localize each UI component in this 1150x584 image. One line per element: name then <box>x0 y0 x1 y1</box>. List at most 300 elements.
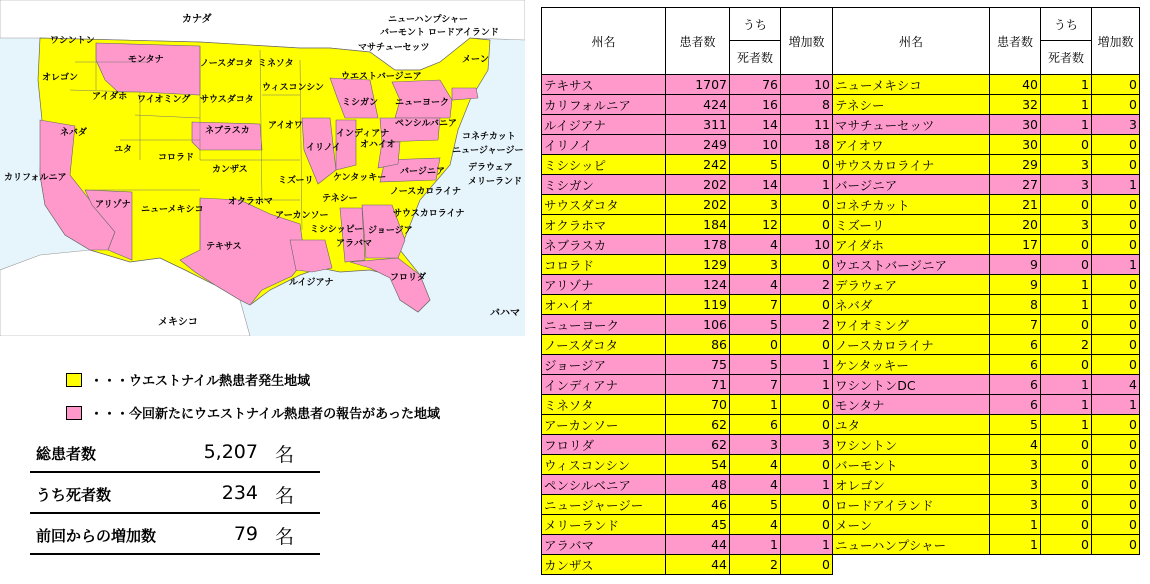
cell-patients: 1 <box>990 535 1041 555</box>
map-state-label: メーン <box>462 55 489 65</box>
cell-patients: 17 <box>990 235 1041 255</box>
table-row <box>542 355 1140 375</box>
cell-patients: 30 <box>990 135 1041 155</box>
map-state-label: アーカンソー <box>275 211 329 221</box>
cell-deaths: 76 <box>730 75 781 95</box>
cell-deaths: 5 <box>730 495 781 515</box>
cell-patients: 119 <box>666 295 730 315</box>
map-state-label: ニューハンプシャー <box>388 15 469 25</box>
legend-occurrence-text: ・・・ウエストナイル熱患者発生地域 <box>90 374 311 389</box>
map-state-label: インディアナ <box>336 129 390 139</box>
cell-state: ワシントン <box>833 435 990 455</box>
cell-state: ミズーリ <box>833 215 990 235</box>
cell-increase: 0 <box>781 255 833 275</box>
map-state-label: テキサス <box>206 242 242 252</box>
map-state-label: ネブラスカ <box>205 126 250 136</box>
cell-deaths: 12 <box>730 215 781 235</box>
cell-state: ケンタッキー <box>833 355 990 375</box>
map-state-label: アラバマ <box>336 239 373 249</box>
cell-state: アイダホ <box>833 235 990 255</box>
summary-label: 前回からの増加数 <box>36 527 157 545</box>
col-header-of-which: うち <box>730 8 781 41</box>
cell-deaths: 0 <box>1041 255 1092 275</box>
cell-increase: 0 <box>1092 355 1140 375</box>
cell-increase: 0 <box>1092 235 1140 255</box>
table-row <box>542 235 1140 255</box>
cell-patients: 86 <box>666 335 730 355</box>
cell-deaths: 4 <box>730 235 781 255</box>
map-state-label: ユタ <box>114 145 133 155</box>
cell-patients: 71 <box>666 375 730 395</box>
cell-increase: 1 <box>781 535 833 555</box>
cell-state: バーモント <box>833 455 990 475</box>
map-state-label: ミシシッピー <box>310 225 364 235</box>
cell-increase: 0 <box>1092 95 1140 115</box>
cell-increase: 0 <box>1092 455 1140 475</box>
cell-deaths: 3 <box>730 435 781 455</box>
state-shape-massachusetts <box>452 88 478 100</box>
cell-empty <box>990 555 1041 575</box>
cell-increase: 0 <box>1092 275 1140 295</box>
cell-increase: 0 <box>1092 415 1140 435</box>
state-case-table-wrap <box>541 7 1140 575</box>
cell-state: ペンシルベニア <box>542 475 666 495</box>
cell-deaths: 4 <box>730 515 781 535</box>
cell-increase: 0 <box>781 395 833 415</box>
table-row <box>542 555 1140 575</box>
cell-increase: 0 <box>1092 195 1140 215</box>
state-case-table <box>541 7 1140 575</box>
map-canvas <box>0 0 525 336</box>
cell-patients: 5 <box>990 415 1041 435</box>
cell-deaths: 0 <box>1041 455 1092 475</box>
cell-patients: 70 <box>666 395 730 415</box>
cell-state: ノースカロライナ <box>833 335 990 355</box>
cell-state: カンザス <box>542 555 666 575</box>
map-state-label: コネチカット <box>462 132 516 142</box>
cell-patients: 242 <box>666 155 730 175</box>
map-state-label: ニューヨーク <box>395 98 450 108</box>
map-state-label: ネバダ <box>60 128 87 138</box>
cell-increase: 0 <box>781 415 833 435</box>
cell-patients: 6 <box>990 395 1041 415</box>
table-row <box>542 455 1140 475</box>
map-state-label: イリノイ <box>306 143 341 153</box>
map-state-label: サウスカロライナ <box>393 209 465 219</box>
cell-deaths: 0 <box>1041 235 1092 255</box>
cell-state: モンタナ <box>833 395 990 415</box>
cell-state: メーン <box>833 515 990 535</box>
cell-patients: 1707 <box>666 75 730 95</box>
legend <box>0 340 525 436</box>
col-header-increase: 増加数 <box>1092 8 1140 75</box>
table-row <box>542 415 1140 435</box>
cell-state: ミシガン <box>542 175 666 195</box>
cell-deaths: 6 <box>730 415 781 435</box>
cell-increase: 0 <box>781 215 833 235</box>
map-state-label: アイオワ <box>268 121 303 131</box>
col-header-deaths: 死者数 <box>1041 41 1092 75</box>
cell-patients: 7 <box>990 315 1041 335</box>
cell-patients: 129 <box>666 255 730 275</box>
map-state-label: ミズーリ <box>278 176 314 186</box>
summary-value: 5,207 <box>203 441 258 463</box>
cell-deaths: 0 <box>730 335 781 355</box>
cell-deaths: 0 <box>1041 515 1092 535</box>
cell-patients: 1 <box>990 515 1041 535</box>
cell-state: テネシー <box>833 95 990 115</box>
cell-increase: 0 <box>781 455 833 475</box>
table-body <box>542 75 1140 575</box>
cell-deaths: 10 <box>730 135 781 155</box>
map-state-label: ミシガン <box>342 98 379 108</box>
summary-unit: 名 <box>274 485 294 507</box>
cell-state: フロリダ <box>542 435 666 455</box>
cell-patients: 6 <box>990 355 1041 375</box>
cell-increase: 0 <box>1092 495 1140 515</box>
cell-increase: 0 <box>781 195 833 215</box>
cell-state: ユタ <box>833 415 990 435</box>
cell-patients: 6 <box>990 375 1041 395</box>
legend-new-report <box>66 403 440 422</box>
cell-state: ウィスコンシン <box>542 455 666 475</box>
cell-patients: 30 <box>990 115 1041 135</box>
bahamas-label: バハマ <box>490 308 520 319</box>
table-row <box>542 295 1140 315</box>
cell-patients: 184 <box>666 215 730 235</box>
canada-label: カナダ <box>182 14 212 25</box>
cell-increase: 3 <box>781 435 833 455</box>
table-row <box>542 75 1140 95</box>
state-shape-louisiana <box>290 240 332 272</box>
table-row <box>542 495 1140 515</box>
cell-deaths: 3 <box>730 195 781 215</box>
cell-state: メリーランド <box>542 515 666 535</box>
table-row <box>542 515 1140 535</box>
cell-deaths: 2 <box>730 555 781 575</box>
cell-state: ワシントンDC <box>833 375 990 395</box>
cell-state: アイオワ <box>833 135 990 155</box>
map-state-label: ノースカロライナ <box>390 187 462 197</box>
cell-state: ニュージャージー <box>542 495 666 515</box>
map-state-label: ワイオミング <box>137 95 191 105</box>
cell-state: オクラホマ <box>542 215 666 235</box>
cell-increase: 0 <box>1092 315 1140 335</box>
table-row <box>542 195 1140 215</box>
cell-patients: 202 <box>666 175 730 195</box>
cell-patients: 202 <box>666 195 730 215</box>
map-state-label: バーモント <box>380 28 426 38</box>
cell-increase: 1 <box>1092 255 1140 275</box>
col-header-patients: 患者数 <box>990 8 1041 75</box>
map-state-label: ノースダコタ <box>200 59 254 69</box>
cell-patients: 124 <box>666 275 730 295</box>
cell-state: ルイジアナ <box>542 115 666 135</box>
table-row <box>542 155 1140 175</box>
cell-state: イリノイ <box>542 135 666 155</box>
summary-value: 79 <box>233 523 258 545</box>
cell-state: サウスダコタ <box>542 195 666 215</box>
cell-state: カリフォルニア <box>542 95 666 115</box>
cell-state: マサチューセッツ <box>833 115 990 135</box>
map-state-label: ケンタッキー <box>333 173 387 183</box>
cell-increase: 2 <box>781 275 833 295</box>
cell-increase: 0 <box>781 155 833 175</box>
cell-patients: 54 <box>666 455 730 475</box>
cell-patients: 44 <box>666 535 730 555</box>
cell-state: コネチカット <box>833 195 990 215</box>
cell-state: サウスカロライナ <box>833 155 990 175</box>
cell-increase: 0 <box>781 495 833 515</box>
table-row <box>542 335 1140 355</box>
cell-state: インディアナ <box>542 375 666 395</box>
col-header-of-which: うち <box>1041 8 1092 41</box>
mexico-label: メキシコ <box>158 317 198 328</box>
cell-deaths: 0 <box>1041 355 1092 375</box>
map-state-label: サウスダコタ <box>200 95 254 105</box>
cell-state: ニューハンプシャー <box>833 535 990 555</box>
col-header-state: 州名 <box>542 8 666 75</box>
map-state-label: カリフォルニア <box>4 173 67 183</box>
cell-patients: 3 <box>990 495 1041 515</box>
cell-deaths: 1 <box>1041 95 1092 115</box>
cell-increase: 0 <box>1092 75 1140 95</box>
table-row <box>542 315 1140 335</box>
cell-state: バージニア <box>833 175 990 195</box>
col-header-deaths: 死者数 <box>730 41 781 75</box>
cell-patients: 40 <box>990 75 1041 95</box>
cell-deaths: 1 <box>1041 375 1092 395</box>
cell-patients: 27 <box>990 175 1041 195</box>
cell-deaths: 5 <box>730 315 781 335</box>
map-state-label: ルイジアナ <box>289 278 334 288</box>
cell-deaths: 7 <box>730 295 781 315</box>
cell-increase: 8 <box>781 95 833 115</box>
cell-state: ノースダコタ <box>542 335 666 355</box>
cell-state: ネバダ <box>833 295 990 315</box>
summary-total-deaths <box>30 473 320 514</box>
cell-deaths: 7 <box>730 375 781 395</box>
map-state-label: ウィスコンシン <box>262 83 325 93</box>
summary-label: うち死者数 <box>36 486 112 504</box>
cell-deaths: 0 <box>1041 535 1092 555</box>
cell-patients: 9 <box>990 275 1041 295</box>
summary-unit: 名 <box>274 526 294 548</box>
cell-patients: 20 <box>990 215 1041 235</box>
legend-occurrence <box>66 370 310 389</box>
cell-increase: 0 <box>1092 435 1140 455</box>
cell-patients: 3 <box>990 455 1041 475</box>
cell-state: ジョージア <box>542 355 666 375</box>
table-row <box>542 175 1140 195</box>
cell-increase: 1 <box>781 375 833 395</box>
cell-deaths: 1 <box>1041 395 1092 415</box>
cell-deaths: 1 <box>1041 75 1092 95</box>
cell-deaths: 0 <box>1041 195 1092 215</box>
cell-patients: 424 <box>666 95 730 115</box>
table-row <box>542 435 1140 455</box>
cell-patients: 178 <box>666 235 730 255</box>
cell-deaths: 16 <box>730 95 781 115</box>
map-state-label: メリーランド <box>468 177 523 187</box>
table-row <box>542 135 1140 155</box>
map-state-label: アイダホ <box>92 92 128 102</box>
cell-increase: 2 <box>781 315 833 335</box>
cell-state: ミネソタ <box>542 395 666 415</box>
cell-patients: 44 <box>666 555 730 575</box>
cell-deaths: 14 <box>730 175 781 195</box>
cell-increase: 3 <box>1092 115 1140 135</box>
cell-patients: 48 <box>666 475 730 495</box>
cell-increase: 1 <box>1092 175 1140 195</box>
cell-state: オレゴン <box>833 475 990 495</box>
cell-state: アラバマ <box>542 535 666 555</box>
map-state-label: モンタナ <box>128 55 164 65</box>
map-state-label: テネシー <box>322 194 358 204</box>
map-state-label: デラウェア <box>468 163 513 173</box>
cell-patients: 62 <box>666 415 730 435</box>
cell-state: テキサス <box>542 75 666 95</box>
table-row <box>542 375 1140 395</box>
cell-increase: 0 <box>1092 335 1140 355</box>
cell-patients: 46 <box>666 495 730 515</box>
cell-patients: 4 <box>990 435 1041 455</box>
cell-increase: 0 <box>1092 155 1140 175</box>
cell-state: ワイオミング <box>833 315 990 335</box>
cell-patients: 32 <box>990 95 1041 115</box>
cell-deaths: 0 <box>1041 435 1092 455</box>
table-row <box>542 535 1140 555</box>
cell-deaths: 3 <box>730 255 781 275</box>
map-state-label: ジョージア <box>368 226 413 236</box>
cell-increase: 0 <box>1092 215 1140 235</box>
cell-patients: 62 <box>666 435 730 455</box>
map-state-label: フロリダ <box>390 273 427 283</box>
cell-empty <box>1092 555 1140 575</box>
cell-increase: 0 <box>1092 475 1140 495</box>
summary-unit: 名 <box>274 444 294 466</box>
cell-deaths: 3 <box>1041 215 1092 235</box>
cell-deaths: 0 <box>1041 495 1092 515</box>
summary-label: 総患者数 <box>36 445 97 463</box>
cell-state: ミシシッピ <box>542 155 666 175</box>
cell-state: デラウェア <box>833 275 990 295</box>
cell-deaths: 1 <box>1041 275 1092 295</box>
cell-state: ネブラスカ <box>542 235 666 255</box>
cell-increase: 0 <box>781 335 833 355</box>
cell-patients: 6 <box>990 335 1041 355</box>
cell-state: ウエストバージニア <box>833 255 990 275</box>
cell-patients: 3 <box>990 475 1041 495</box>
cell-increase: 0 <box>1092 535 1140 555</box>
cell-empty <box>833 555 990 575</box>
summary-total-patients <box>30 432 320 473</box>
cell-increase: 11 <box>781 115 833 135</box>
cell-patients: 45 <box>666 515 730 535</box>
cell-patients: 311 <box>666 115 730 135</box>
cell-patients: 106 <box>666 315 730 335</box>
map-state-label: ニューメキシコ <box>141 205 204 215</box>
cell-increase: 4 <box>1092 375 1140 395</box>
cell-increase: 0 <box>1092 135 1140 155</box>
cell-patients: 21 <box>990 195 1041 215</box>
map-state-label: ワシントン <box>50 36 95 46</box>
legend-swatch-yellow <box>66 373 82 387</box>
table-row <box>542 255 1140 275</box>
cell-increase: 1 <box>1092 395 1140 415</box>
cell-patients: 249 <box>666 135 730 155</box>
cell-deaths: 14 <box>730 115 781 135</box>
cell-deaths: 3 <box>1041 155 1092 175</box>
cell-deaths: 2 <box>1041 335 1092 355</box>
us-map <box>0 0 525 336</box>
cell-increase: 1 <box>781 475 833 495</box>
cell-state: コロラド <box>542 255 666 275</box>
map-state-label: バージニア <box>400 167 445 177</box>
cell-deaths: 0 <box>1041 475 1092 495</box>
table-row <box>542 395 1140 415</box>
cell-state: アーカンソー <box>542 415 666 435</box>
cell-deaths: 4 <box>730 475 781 495</box>
cell-deaths: 5 <box>730 155 781 175</box>
cell-deaths: 1 <box>1041 415 1092 435</box>
map-state-label: ニュージャージー <box>452 146 524 156</box>
cell-deaths: 1 <box>730 395 781 415</box>
col-header-state: 州名 <box>833 8 990 75</box>
cell-increase: 0 <box>781 295 833 315</box>
cell-deaths: 4 <box>730 275 781 295</box>
cell-state: オハイオ <box>542 295 666 315</box>
table-row <box>542 475 1140 495</box>
legend-new-report-text: ・・・今回新たにウエストナイル熱患者の報告があった地域 <box>90 407 440 422</box>
cell-increase: 18 <box>781 135 833 155</box>
table-row <box>542 215 1140 235</box>
legend-swatch-pink <box>66 406 82 420</box>
cell-patients: 75 <box>666 355 730 375</box>
cell-increase: 0 <box>1092 295 1140 315</box>
table-row <box>542 95 1140 115</box>
table-row <box>542 115 1140 135</box>
cell-increase: 1 <box>781 175 833 195</box>
map-state-label: マサチューセッツ <box>358 43 430 53</box>
cell-deaths: 1 <box>730 535 781 555</box>
map-state-label: アリゾナ <box>95 200 131 210</box>
cell-patients: 8 <box>990 295 1041 315</box>
cell-increase: 10 <box>781 235 833 255</box>
table-row <box>542 275 1140 295</box>
cell-deaths: 4 <box>730 455 781 475</box>
col-header-patients: 患者数 <box>666 8 730 75</box>
map-state-label: ロードアイランド <box>428 28 499 38</box>
map-state-label: コロラド <box>158 153 195 163</box>
cell-increase: 0 <box>781 515 833 535</box>
map-state-label: オクラホマ <box>228 197 273 207</box>
map-state-label: ウエストバージニア <box>341 72 422 82</box>
cell-deaths: 0 <box>1041 135 1092 155</box>
cell-deaths: 0 <box>1041 315 1092 335</box>
map-state-label: ミネソタ <box>258 59 294 69</box>
cell-increase: 0 <box>1092 515 1140 535</box>
cell-state: ロードアイランド <box>833 495 990 515</box>
summary-value: 234 <box>221 482 258 504</box>
summary-block <box>30 432 320 555</box>
cell-state: ニューメキシコ <box>833 75 990 95</box>
cell-increase: 10 <box>781 75 833 95</box>
cell-deaths: 3 <box>1041 175 1092 195</box>
cell-patients: 9 <box>990 255 1041 275</box>
cell-deaths: 5 <box>730 355 781 375</box>
map-state-label: オハイオ <box>360 140 396 150</box>
